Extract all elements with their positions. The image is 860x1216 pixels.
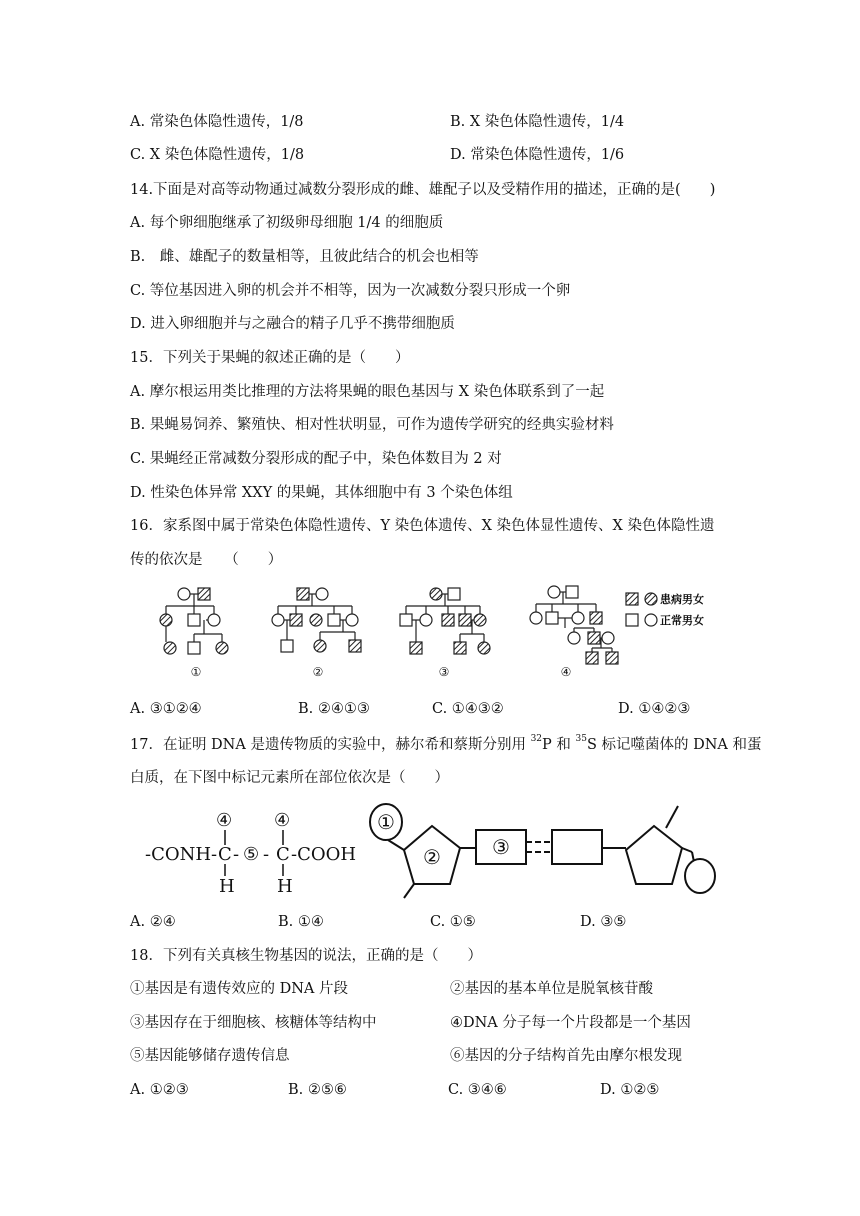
q18-stem: 18．下列有关真核生物基因的说法，正确的是（ ） [130, 948, 482, 964]
peptide-carbon-2: C [276, 844, 290, 865]
pedigree-label-4: ④ [560, 665, 572, 679]
q13-option-b: B. X 染色体隐性遗传，1/4 [450, 114, 625, 130]
q16-option-c: C. ①④③② [432, 701, 504, 717]
q16-option-d: D. ①④②③ [618, 701, 691, 717]
peptide-label-4b: ④ [274, 810, 291, 831]
pedigree-label-3: ③ [438, 665, 450, 679]
peptide-label-4a: ④ [216, 810, 233, 831]
q15-option-d: D. 性染色体异常 XXY 的果蝇，其体细胞中有 3 个染色体组 [130, 485, 513, 501]
q18-statement-1: ①基因是有遗传效应的 DNA 片段 [130, 981, 349, 997]
q18-option-c: C. ③④⑥ [448, 1082, 507, 1098]
nucleotide-label-2: ② [423, 845, 441, 869]
peptide-conh: -CONH- [145, 844, 218, 865]
peptide-bond-dash: - [233, 844, 240, 865]
q18-statement-3: ③基因存在于细胞核、核糖体等结构中 [130, 1015, 377, 1031]
peptide-cooh: -COOH [291, 844, 357, 865]
nucleotide-label-1: ① [377, 810, 395, 834]
peptide-h-1: H [219, 876, 235, 897]
q16-stem-line2: 传的依次是 （ ） [130, 552, 283, 568]
q13-option-a: A. 常染色体隐性遗传，1/8 [130, 114, 304, 130]
q15-option-c: C. 果蝇经正常减数分裂形成的配子中，染色体数目为 2 对 [130, 451, 502, 467]
peptide-carbon-1: C [218, 844, 232, 865]
pedigree-label-2: ② [312, 665, 324, 679]
q16-option-a: A. ③①②④ [130, 701, 202, 717]
nucleotide-label-3: ③ [492, 835, 510, 859]
q14-option-a: A. 每个卵细胞继承了初级卵母细胞 1/4 的细胞质 [130, 215, 444, 231]
q17-stem-line2: 白质，在下图中标记元素所在部位依次是（ ） [130, 770, 449, 786]
peptide-label-5: ⑤ [243, 844, 260, 865]
legend-normal-label: 正常男女 [660, 614, 704, 627]
peptide-bond-dash-2: - [263, 844, 270, 865]
q18-statement-2: ②基因的基本单位是脱氧核苷酸 [450, 981, 653, 997]
q17-option-c: C. ①⑤ [430, 914, 476, 930]
q13-option-d: D. 常染色体隐性遗传，1/6 [450, 147, 625, 163]
q15-option-a: A. 摩尔根运用类比推理的方法将果蝇的眼色基因与 X 染色体联系到了一起 [130, 384, 605, 400]
q18-option-d: D. ①②⑤ [600, 1082, 660, 1098]
q13-option-c: C. X 染色体隐性遗传，1/8 [130, 147, 305, 163]
q18-statement-4: ④DNA 分子每一个片段都是一个基因 [450, 1015, 691, 1031]
q17-option-b: B. ①④ [278, 914, 324, 930]
q17-option-d: D. ③⑤ [580, 914, 627, 930]
peptide-structure [145, 810, 356, 897]
q17-option-a: A. ②④ [130, 914, 176, 930]
q18-option-b: B. ②⑤⑥ [288, 1082, 347, 1098]
q18-statement-6: ⑥基因的分子结构首先由摩尔根发现 [450, 1048, 682, 1064]
q14-option-c: C. 等位基因进入卵的机会并不相等，因为一次减数分裂只形成一个卵 [130, 283, 571, 299]
peptide-h-2: H [277, 876, 293, 897]
q15-option-b: B. 果蝇易饲养、繁殖快、相对性状明显，可作为遗传学研究的经典实验材料 [130, 417, 614, 433]
q14-stem: 14.下面是对高等动物通过减数分裂形成的雌、雄配子以及受精作用的描述，正确的是( ) [130, 182, 716, 198]
q14-option-d: D. 进入卵细胞并与之融合的精子几乎不携带细胞质 [130, 316, 455, 332]
q16-option-b: B. ②④①③ [298, 701, 370, 717]
q18-statement-5: ⑤基因能够储存遗传信息 [130, 1048, 290, 1064]
q15-stem: 15．下列关于果蝇的叙述正确的是（ ） [130, 350, 410, 366]
q18-option-a: A. ①②③ [130, 1082, 189, 1098]
pedigree-label-1: ① [190, 665, 202, 679]
q17-stem-line1: 17．在证明 DNA 是遗传物质的实验中，赫尔希和蔡斯分别用 $^{32}$P 和 $^{35}$S 标记噬菌体的 DNA 和蛋 [130, 734, 762, 753]
legend-affected-label: 患病男女 [660, 593, 704, 606]
q14-option-b: B. 雌、雄配子的数量相等，且彼此结合的机会也相等 [130, 249, 479, 265]
q16-stem-line1: 16．家系图中属于常染色体隐性遗传、Y 染色体遗传、X 染色体显性遗传、X 染色体隐性遗 [130, 518, 715, 534]
